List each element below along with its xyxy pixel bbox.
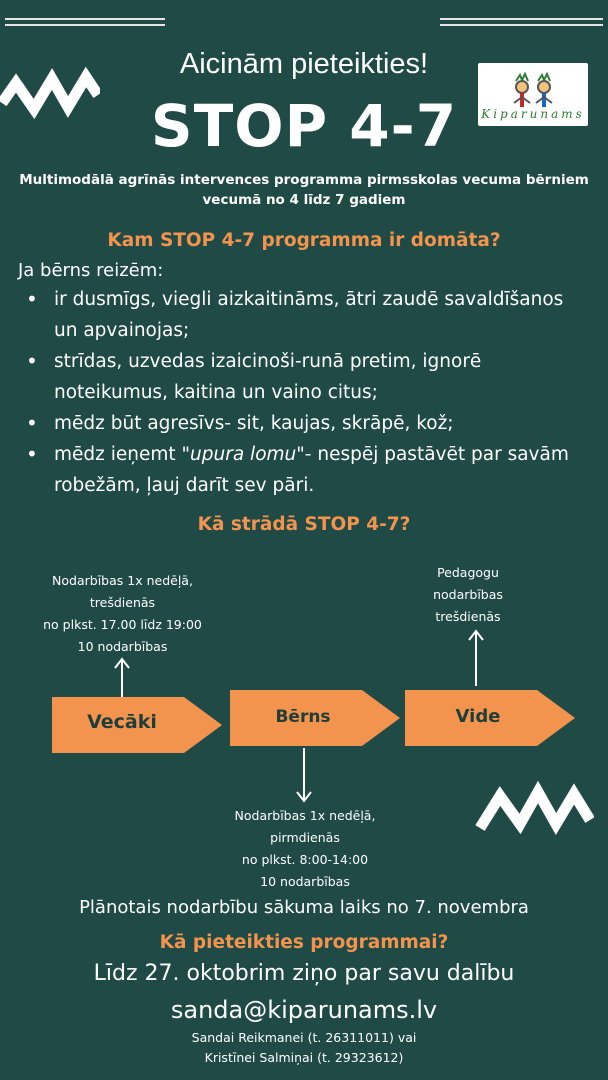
top-right-line <box>440 18 603 20</box>
arrow-down-child-icon <box>294 746 314 804</box>
note-line: no plkst. 17.00 līdz 19:00 <box>43 617 202 632</box>
parents-label: Vecāki <box>87 711 157 733</box>
apply-heading: Kā pieteikties programmai? <box>159 932 449 953</box>
planned-start: Plānotais nodarbību sākuma laiks no 7. novembra <box>79 897 529 918</box>
note-line: pirmdienās <box>270 830 340 845</box>
program-title: STOP 4-7 <box>150 92 458 160</box>
subtitle-line-2: vecumā no 4 līdz 7 gadiem <box>202 192 406 208</box>
deadline-text: Līdz 27. oktobrim ziņo par savu dalību <box>93 961 515 986</box>
bullet-text: ir dusmīgs, viegli aizkaitināms, ātri zaudē savaldīšanos un apvainojas; <box>54 289 564 341</box>
audience-intro: Ja bērns reizēm: <box>18 260 164 281</box>
arrow-up-teachers-icon <box>466 628 486 688</box>
contact-line-2: Kristīnei Salmiņai (t. 29323612) <box>204 1050 404 1065</box>
list-item <box>40 439 590 501</box>
note-line: Pedagogu <box>437 565 499 580</box>
parents-note <box>20 570 225 658</box>
top-left-line <box>5 18 165 20</box>
top-right-line-2 <box>440 24 603 26</box>
child-label: Bērns <box>275 707 331 727</box>
child-note <box>200 805 410 893</box>
arrow-up-parents-icon <box>112 656 132 700</box>
note-line: nodarbības <box>433 587 503 602</box>
note-line: 10 nodarbības <box>77 639 168 654</box>
invite-title: Aicinām pieteikties! <box>179 48 429 80</box>
bullet-italic-text: "upura lomu" <box>181 444 305 465</box>
note-line: Nodarbības 1x nedēļā, <box>234 808 376 823</box>
kiparunams-logo <box>478 63 588 126</box>
list-item <box>40 346 590 408</box>
audience-heading: Kam STOP 4-7 programma ir domāta? <box>107 230 501 251</box>
subtitle-line-1: Multimodālā agrīnās intervences programma pirmsskolas vecuma bērniem <box>19 172 589 188</box>
how-heading: Kā strādā STOP 4-7? <box>197 514 411 535</box>
environment-label: Vide <box>455 706 501 727</box>
teachers-note <box>408 562 528 628</box>
bullet-text: strīdas, uzvedas izaicinoši-runā pretim, ignorē noteikumus, kaitina un vaino citus; <box>54 351 482 403</box>
list-item <box>40 408 590 439</box>
zigzag-bottom-right-icon <box>474 780 594 840</box>
bullet-text: mēdz ieņemt <box>54 444 182 465</box>
bullet-text-end: - nespēj pastāvēt par savām robežām, ļauj darīt sev pāri. <box>54 444 569 496</box>
note-line: trešdienās <box>89 595 156 610</box>
audience-bullet-list <box>40 284 590 501</box>
logo-text: Kiparunams <box>481 107 585 121</box>
list-item <box>40 284 590 346</box>
program-subtitle <box>0 170 608 210</box>
note-line: no plkst. 8:00-14:00 <box>241 852 369 867</box>
bullet-text: mēdz būt agresīvs- sit, kaujas, skrāpē, kož; <box>54 413 454 434</box>
note-line: 10 nodarbības <box>260 874 350 889</box>
top-left-line-2 <box>5 24 165 26</box>
contact-line-1: Sandai Reikmanei (t. 26311011) vai <box>191 1030 417 1045</box>
contact-email[interactable]: sanda@kiparunams.lv <box>170 996 438 1024</box>
note-line: Nodarbības 1x nedēļā, <box>52 573 193 588</box>
note-line: trešdienās <box>435 609 501 624</box>
contact-persons <box>0 1028 608 1068</box>
